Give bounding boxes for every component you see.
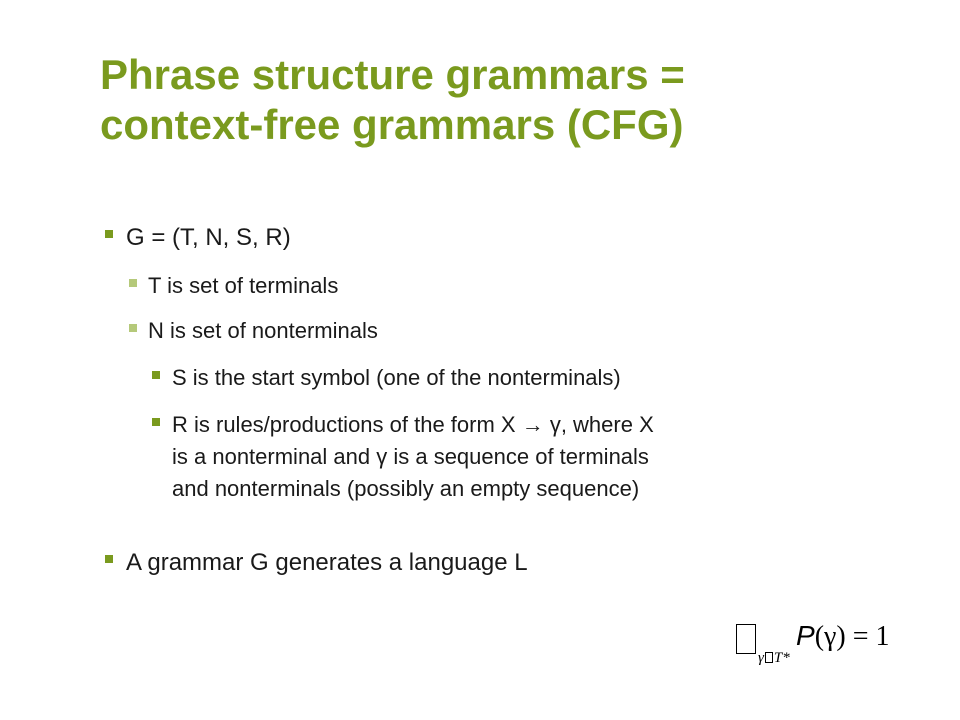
- square-bullet-icon: [105, 555, 113, 563]
- bullet-item: [152, 362, 621, 394]
- bullet-text: G = (T, N, S, R): [126, 224, 291, 251]
- missing-glyph-icon: [736, 624, 756, 654]
- formula-expression: P(γ) = 1: [796, 620, 890, 652]
- square-bullet-icon: [152, 371, 160, 379]
- bullet-item: [129, 315, 378, 347]
- square-bullet-icon: [152, 418, 160, 426]
- probability-formula: [736, 618, 936, 678]
- bullet-text: S is the start symbol (one of the nonterminals): [172, 365, 621, 390]
- bullet-text: A grammar G generates a language L: [126, 549, 528, 576]
- bullet-item: [105, 547, 528, 579]
- title-line-2: context-free grammars (CFG): [100, 101, 684, 148]
- bullet-text: is a nonterminal and γ is a sequence of terminals: [172, 444, 649, 469]
- bullet-text: R is rules/productions of the form X → γ, where X: [172, 412, 654, 437]
- bullet-text: T is set of terminals: [148, 273, 339, 298]
- square-bullet-icon: [129, 279, 137, 287]
- formula-subscript: γ T*: [758, 650, 790, 666]
- title-line-1: Phrase structure grammars =: [100, 51, 685, 98]
- square-bullet-icon: [129, 324, 137, 332]
- square-bullet-icon: [105, 230, 113, 238]
- bullet-text: and nonterminals (possibly an empty sequence): [172, 476, 640, 501]
- missing-glyph-icon: [765, 652, 773, 663]
- slide-title: [100, 50, 920, 150]
- bullet-text: N is set of nonterminals: [148, 318, 378, 343]
- bullet-item: [152, 409, 654, 505]
- bullet-item: [129, 270, 338, 302]
- bullet-item: [105, 222, 291, 254]
